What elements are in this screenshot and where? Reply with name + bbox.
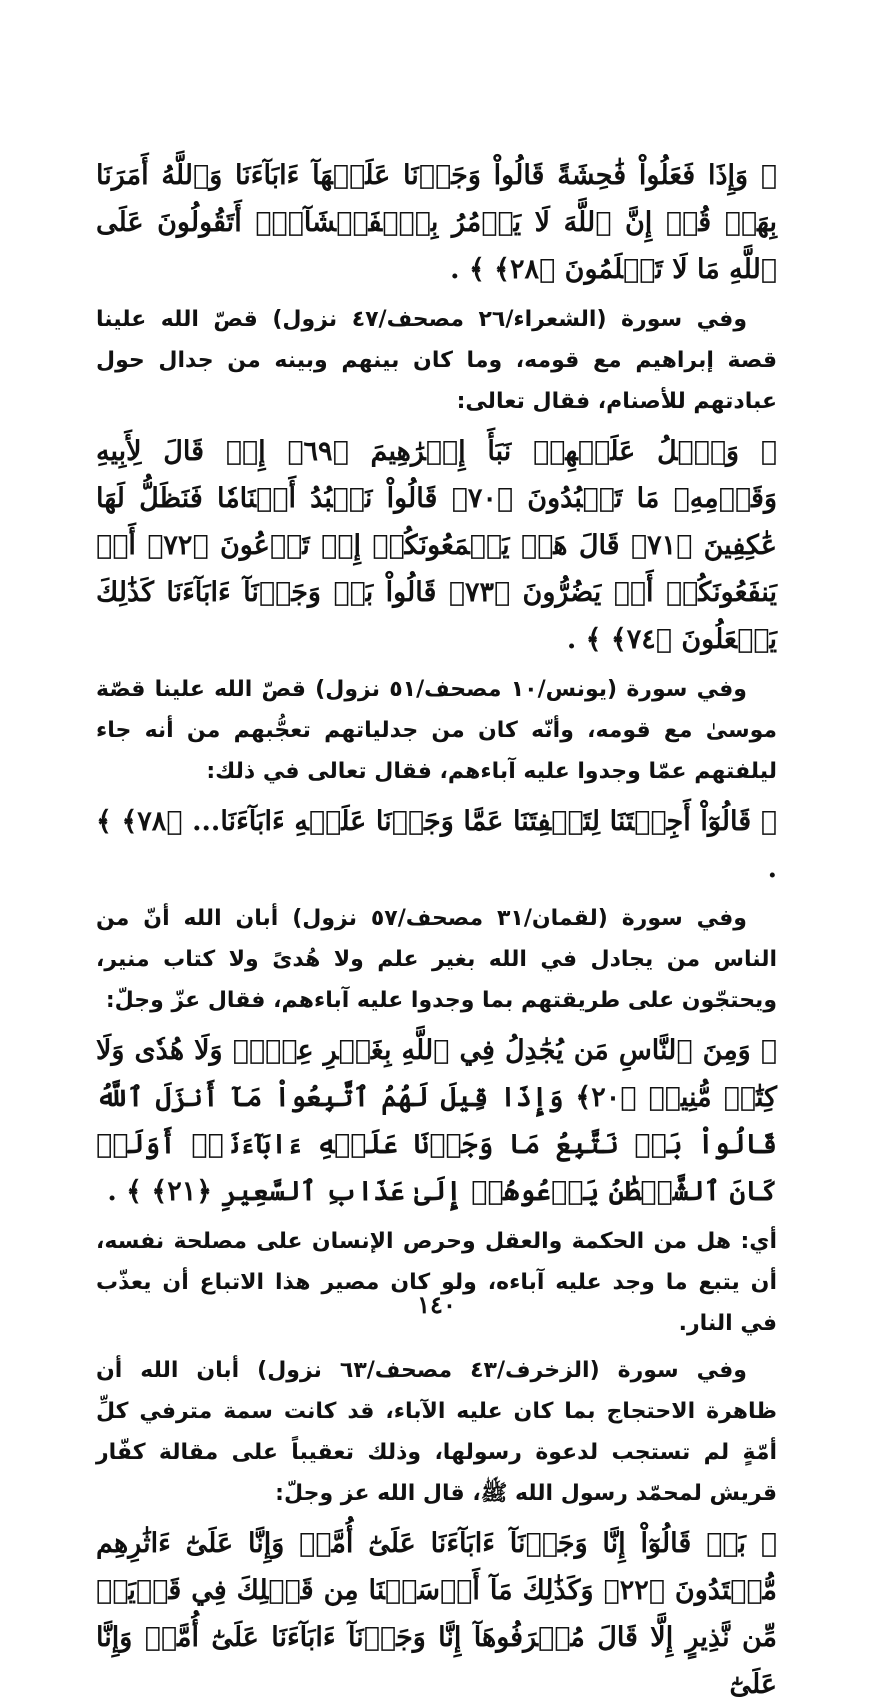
quran-verse-yunus-78: ﴿ قَالُوٓاْ أَجِئۡتَنَا لِتَلۡفِتَنَا عَمَّا وَجَدۡنَا عَلَيۡهِ ءَابَآءَنَا... ﴿٧٨﴾ ﴾ . bbox=[96, 806, 777, 884]
quran-verse-shuara-69-74: ﴿ وَٱتۡلُ عَلَيۡهِمۡ نَبَأَ إِبۡرَٰهِيمَ ﴿٦٩﴾ إِذۡ قَالَ لِأَبِيهِ وَقَوۡمِهِۦ مَا تَعۡبُدُونَ ﴿٧٠﴾ قَالُواْ نَعۡبُدُ أَصۡنَامٗا فَنَظَلُّ لَهَا عَٰكِفِينَ ﴿٧١﴾ قَالَ هَلۡ يَسۡمَعُونَكُمۡ إِذۡ تَدۡعُونَ ﴿٧٢﴾ أَوۡ يَنفَعُونَكُمۡ أَوۡ يَضُرُّونَ ﴿٧٣﴾ قَالُواْ بَلۡ وَجَدۡنَآ ءَابَآءَنَا كَذَٰلِكَ يَفۡعَلُونَ ﴿٧٤﴾ ﴾ . bbox=[96, 436, 778, 655]
quran-verse-luqman-20-21: ﴿ وَمِنَ ٱلنَّاسِ مَن يُجَٰدِلُ فِي ٱللَّهِ بِغَيۡرِ عِلۡمٖ وَلَا هُدٗى وَلَا كِتَٰبٖ مُّنِيرٖ ﴿٢٠﴾ وَإِذَا قِيلَ لَهُمُ ٱتَّبِعُواْ مَآ أَنزَلَ ٱللَّهُ قَالُواْ بَلۡ نَتَّبِعُ مَا وَجَدۡنَا عَلَيۡهِ ءَابَآءَنَآۚ أَوَلَوۡ كَانَ ٱلشَّيۡطَٰنُ يَدۡعُوهُمۡ إِلَىٰ عَذَابِ ٱلسَّعِيرِ ﴿٢١﴾ ﴾ . bbox=[96, 1035, 777, 1207]
quran-verse-zukhruf-22-23: ﴿ بَلۡ قَالُوٓاْ إِنَّا وَجَدۡنَآ ءَابَآءَنَا عَلَىٰٓ أُمَّةٖ وَإِنَّا عَلَىٰٓ ءَاثَٰرِهِم مُّهۡتَدُونَ ﴿٢٢﴾ وَكَذَٰلِكَ مَآ أَرۡسَلۡنَا مِن قَبۡلِكَ فِي قَرۡيَةٖ مِّن نَّذِيرٍ إِلَّا قَالَ مُتۡرَفُوهَآ إِنَّا وَجَدۡنَآ ءَابَآءَنَا عَلَىٰٓ أُمَّةٖ وَإِنَّا عَلَىٰٓ bbox=[96, 1528, 777, 1700]
paragraph-yunus: وفي سورة (يونس/١٠ مصحف/٥١ نزول) قصّ الله علينا قصّة موسىٰ مع قومه، وأنّه كان من جدلياتهم تعجُّبهم من أنه جاء ليلفتهم عمّا وجدوا عليه آباءهم، فقال تعالى في ذلك: bbox=[96, 677, 777, 784]
paragraph-explanation: أي: هل من الحكمة والعقل وحرص الإنسان على مصلحة نفسه، أن يتبع ما وجد عليه آباءه، ولو كان مصير هذا الاتباع أن يعذّب في النار. bbox=[96, 1229, 777, 1336]
page-number: ١٤٠ bbox=[417, 1290, 456, 1319]
paragraph-zukhruf: وفي سورة (الزخرف/٤٣ مصحف/٦٣ نزول) أبان الله أن ظاهرة الاحتجاج بما كان عليه الآباء، قد كانت سمة مترفي كلِّ أمّةٍ لم تستجب لدعوة رسولها، وذلك تعقيباً على مقالة كفّار قريش لمحمّد رسول الله ﷺ، قال الله عز وجلّ: bbox=[96, 1358, 777, 1506]
quran-verse-araf-28: ﴿ وَإِذَا فَعَلُواْ فَٰحِشَةً قَالُواْ وَجَدۡنَا عَلَيۡهَآ ءَابَآءَنَا وَٱللَّهُ أَمَرَنَا بِهَاۗ قُلۡ إِنَّ ٱللَّهَ لَا يَأۡمُرُ بِٱلۡفَحۡشَآءِۖ أَتَقُولُونَ عَلَى ٱللَّهِ مَا لَا تَعۡلَمُونَ ﴿٢٨﴾ ﴾ . bbox=[96, 160, 777, 285]
paragraph-luqman: وفي سورة (لقمان/٣١ مصحف/٥٧ نزول) أبان الله أنّ من الناس من يجادل في الله بغير علم ولا هُدىً ولا كتاب منير، ويحتجّون على طريقتهم بما وجدوا عليه آباءهم، فقال عزّ وجلّ: bbox=[96, 906, 777, 1013]
paragraph-shuara: وفي سورة (الشعراء/٢٦ مصحف/٤٧ نزول) قصّ الله علينا قصة إبراهيم مع قومه، وما كان بينهم وبينه من جدال حول عبادتهم للأصنام، فقال تعالى: bbox=[96, 307, 777, 414]
